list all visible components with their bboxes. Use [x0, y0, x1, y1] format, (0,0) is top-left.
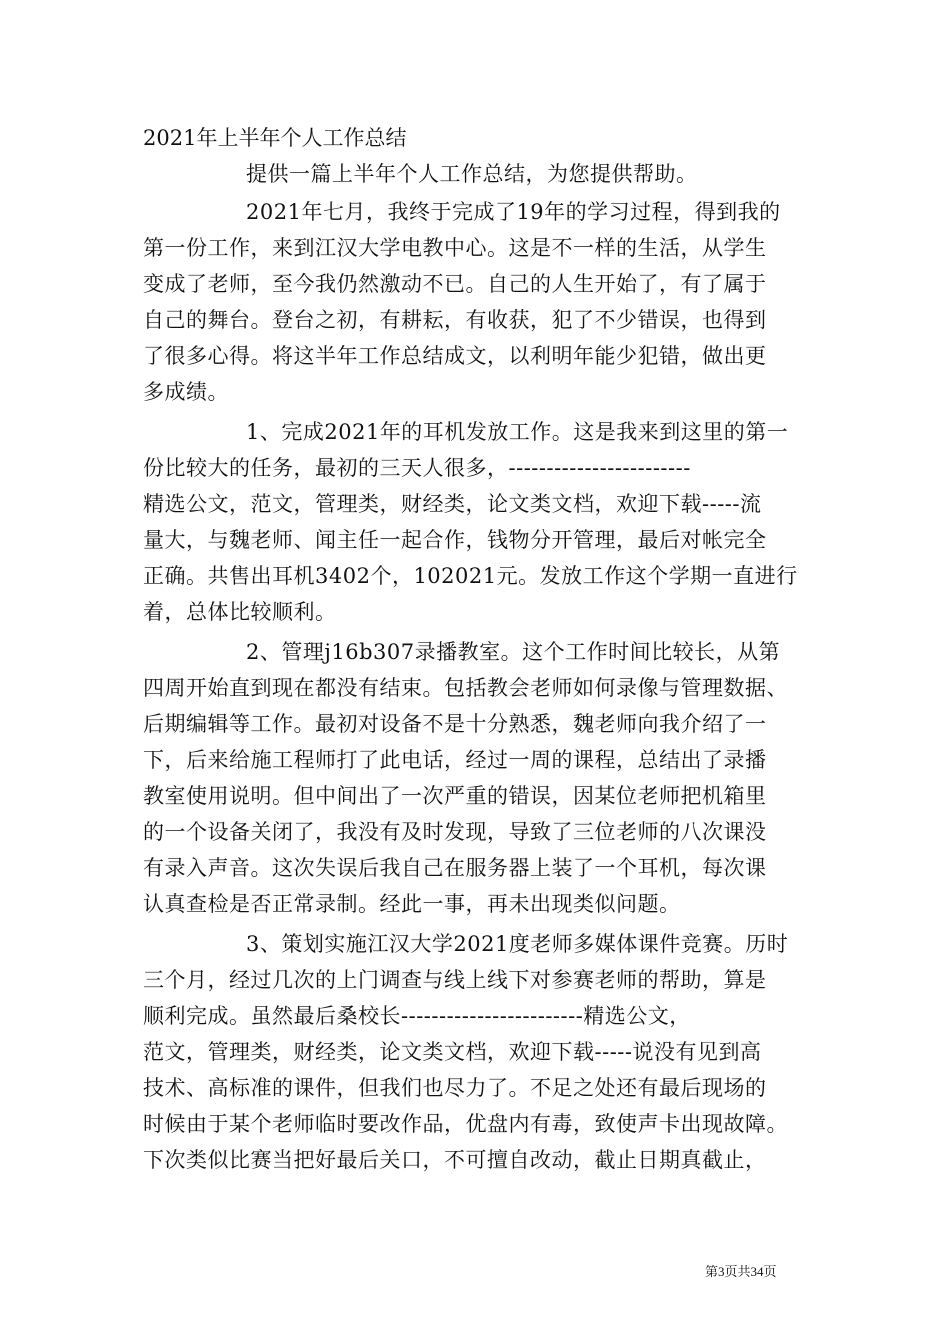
text-line: 2、管理j16b307录播教室。这个工作时间比较长，从第	[246, 640, 781, 664]
text-line: 范文，管理类，财经类，论文类文档，欢迎下载-----说没有见到高	[143, 1040, 762, 1064]
text-line: 3、策划实施江汉大学2021度老师多媒体课件竞赛。历时	[246, 932, 789, 956]
text-line: 技术、高标准的课件，但我们也尽力了。不足之处还有最后现场的	[143, 1076, 767, 1100]
text-line: 着，总体比较顺利。	[143, 600, 337, 624]
text-line: 自己的舞台。登台之初，有耕耘，有收获，犯了不少错误，也得到	[143, 308, 767, 332]
text-line: 了很多心得。将这半年工作总结成文，以利明年能少犯错，做出更	[143, 344, 767, 368]
text-line: 下，后来给施工程师打了此电话，经过一周的课程，总结出了录播	[143, 748, 767, 772]
text-line: 2021年七月，我终于完成了19年的学习过程，得到我的	[246, 200, 781, 224]
text-line: 精选公文，范文，管理类，财经类，论文类文档，欢迎下载-----流	[143, 492, 762, 516]
text-line: 四周开始直到现在都没有结束。包括教会老师如何录像与管理数据、	[143, 676, 788, 700]
text-line: 有录入声音。这次失误后我自己在服务器上装了一个耳机，每次课	[143, 856, 767, 880]
text-line: 量大，与魏老师、闻主任一起合作，钱物分开管理，最后对帐完全	[143, 528, 767, 552]
text-line: 顺利完成。虽然最后桑校长------------------------精选公文，	[143, 1004, 691, 1028]
text-line: 1、完成2021年的耳机发放工作。这是我来到这里的第一	[246, 420, 789, 444]
text-line: 变成了老师，至今我仍然激动不已。自己的人生开始了，有了属于	[143, 272, 767, 296]
text-line: 份比较大的任务，最初的三天人很多，------------------------	[143, 456, 691, 480]
text-line: 认真查检是否正常录制。经此一事，再未出现类似问题。	[143, 892, 681, 916]
text-line: 第一份工作，来到江汉大学电教中心。这是不一样的生活，从学生	[143, 236, 767, 260]
text-line: 提供一篇上半年个人工作总结，为您提供帮助。	[246, 162, 698, 186]
text-line: 的一个设备关闭了，我没有及时发现，导致了三位老师的八次课没	[143, 820, 767, 844]
text-line: 正确。共售出耳机3402个，102021元。发放工作这个学期一直进行	[143, 564, 798, 588]
text-line: 时候由于某个老师临时要改作品，优盘内有毒，致使声卡出现故障。	[143, 1112, 788, 1136]
text-line: 多成绩。	[143, 380, 229, 404]
text-line: 三个月，经过几次的上门调查与线上线下对参赛老师的帮助，算是	[143, 968, 767, 992]
text-line: 教室使用说明。但中间出了一次严重的错误，因某位老师把机箱里	[143, 784, 767, 808]
text-line: 下次类似比赛当把好最后关口，不可擅自改动，截止日期真截止，	[143, 1148, 767, 1172]
page-number: 第3页共34页	[705, 1264, 777, 1279]
text-line: 后期编辑等工作。最初对设备不是十分熟悉，魏老师向我介绍了一	[143, 712, 767, 736]
document-title: 2021年上半年个人工作总结	[143, 126, 407, 150]
